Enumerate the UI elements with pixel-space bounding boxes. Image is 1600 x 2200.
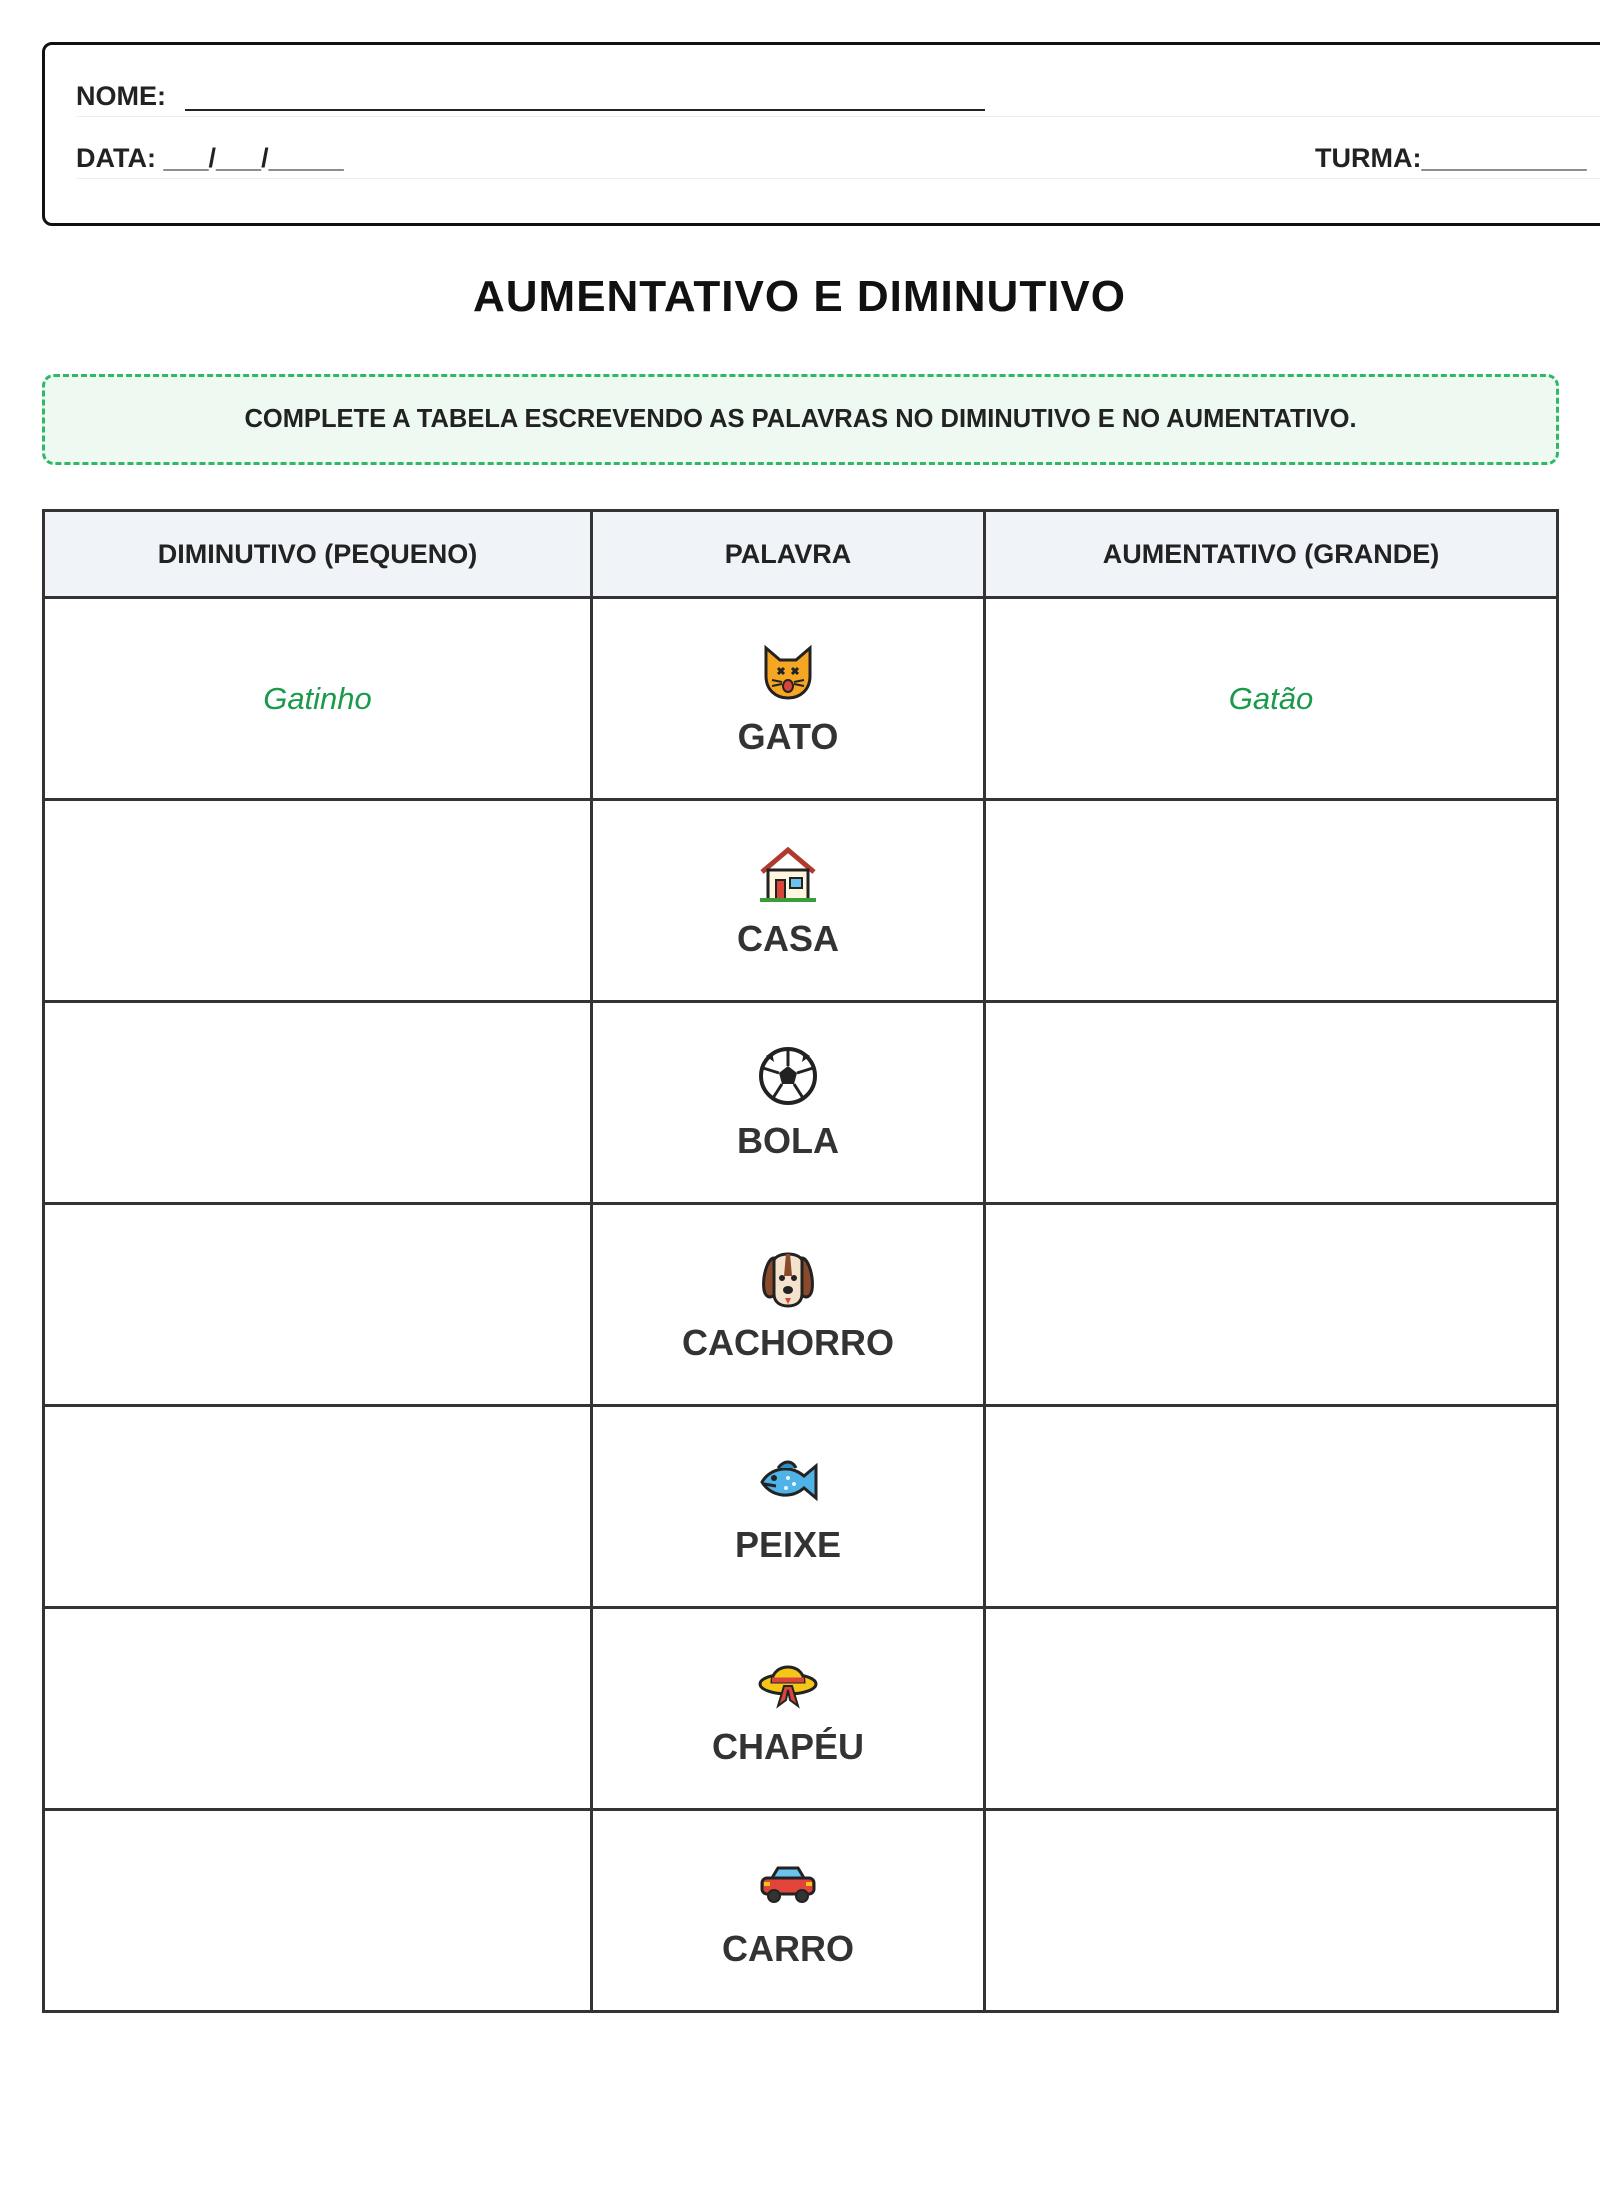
word-label: CACHORRO	[682, 1321, 894, 1363]
word-label: PEIXE	[734, 1523, 842, 1565]
table-header-row	[44, 511, 1558, 598]
word-cell	[592, 1002, 985, 1204]
table-row	[44, 1406, 1558, 1608]
word-cell	[592, 800, 985, 1002]
augmentative-cell[interactable]	[985, 1810, 1558, 2012]
diminutive-cell[interactable]	[44, 1810, 592, 2012]
dog-face-icon	[593, 1246, 983, 1316]
soccer-ball-icon	[593, 1044, 983, 1114]
table-row	[44, 1608, 1558, 1810]
word-table	[42, 509, 1559, 2013]
word-label: BOLA	[737, 1119, 839, 1161]
word-label: CARRO	[722, 1927, 854, 1969]
class-field[interactable]: TURMA:___________	[1315, 143, 1587, 173]
header-augmentative: AUMENTATIVO (GRANDE)	[985, 511, 1558, 598]
name-label: NOME:	[76, 81, 166, 111]
augmentative-answer: Gatão	[1228, 680, 1314, 716]
house-icon	[593, 842, 983, 912]
diminutive-cell[interactable]	[44, 1002, 592, 1204]
augmentative-cell[interactable]	[985, 1608, 1558, 1810]
fish-icon	[593, 1448, 983, 1518]
word-label: CHAPÉU	[711, 1725, 864, 1767]
header-divider	[76, 116, 1600, 117]
table-row	[44, 1204, 1558, 1406]
word-cell	[592, 598, 985, 800]
augmentative-cell[interactable]	[985, 598, 1558, 800]
diminutive-cell[interactable]	[44, 800, 592, 1002]
table-row	[44, 598, 1558, 800]
header-divider	[76, 178, 1600, 179]
diminutive-answer: Gatinho	[263, 680, 372, 716]
augmentative-cell[interactable]	[985, 1406, 1558, 1608]
hat-icon	[593, 1650, 983, 1720]
augmentative-cell[interactable]	[985, 800, 1558, 1002]
word-cell	[592, 1608, 985, 1810]
diminutive-cell[interactable]	[44, 1406, 592, 1608]
augmentative-cell[interactable]	[985, 1204, 1558, 1406]
car-icon	[593, 1852, 983, 1922]
word-label: CASA	[736, 917, 839, 959]
name-field-line[interactable]	[185, 109, 985, 111]
header-diminutive: DIMINUTIVO (PEQUENO)	[44, 511, 592, 598]
diminutive-cell[interactable]	[44, 598, 592, 800]
page-title: AUMENTATIVO E DIMINUTIVO	[472, 272, 1127, 321]
instruction-box: COMPLETE A TABELA ESCREVENDO AS PALAVRAS NO DIMINUTIVO E NO AUMENTATIVO.	[42, 374, 1559, 465]
diminutive-cell[interactable]	[44, 1608, 592, 1810]
table-row	[44, 800, 1558, 1002]
diminutive-cell[interactable]	[44, 1204, 592, 1406]
cat-face-icon	[593, 640, 983, 710]
table-row	[44, 1002, 1558, 1204]
augmentative-cell[interactable]	[985, 1002, 1558, 1204]
table-row	[44, 1810, 1558, 2012]
student-info-box	[42, 42, 1600, 226]
word-cell	[592, 1406, 985, 1608]
header-word: PALAVRA	[592, 511, 985, 598]
word-cell	[592, 1204, 985, 1406]
word-cell	[592, 1810, 985, 2012]
date-field[interactable]: DATA: ___/___/_____	[76, 143, 344, 173]
word-label: GATO	[737, 715, 839, 757]
